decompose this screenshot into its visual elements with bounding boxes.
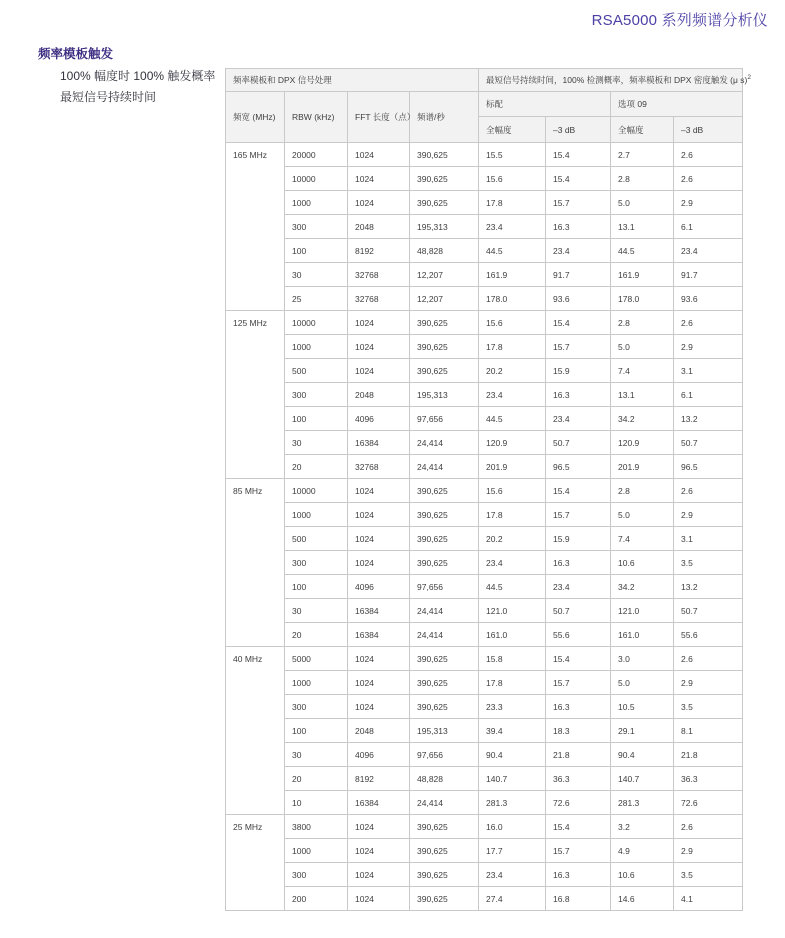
table-cell: 30 (285, 599, 348, 623)
table-cell: 201.9 (611, 455, 674, 479)
table-cell: 32768 (348, 263, 410, 287)
table-cell: 17.8 (479, 671, 546, 695)
table-cell: 1024 (348, 695, 410, 719)
table-cell: 2048 (348, 719, 410, 743)
table-row (226, 263, 743, 287)
table-row (226, 743, 743, 767)
table-cell: 16.3 (546, 695, 611, 719)
table-cell: 12,207 (410, 263, 479, 287)
table-cell: 3.0 (611, 647, 674, 671)
table-cell: 10 (285, 791, 348, 815)
table-cell: 20 (285, 767, 348, 791)
bandwidth-group-cell: 25 MHz (226, 815, 285, 911)
table-row (226, 503, 743, 527)
table-cell: 15.7 (546, 335, 611, 359)
table-cell: 15.4 (546, 479, 611, 503)
table-cell: 97,656 (410, 407, 479, 431)
table-cell: 1024 (348, 479, 410, 503)
table-cell: 16384 (348, 791, 410, 815)
table-cell: 2.8 (611, 479, 674, 503)
table-cell: 24,414 (410, 431, 479, 455)
table-cell: 2.6 (674, 479, 743, 503)
table-cell: 5.0 (611, 191, 674, 215)
table-cell: 8192 (348, 239, 410, 263)
table-cell: 97,656 (410, 743, 479, 767)
table-cell: 24,414 (410, 623, 479, 647)
table-cell: 97,656 (410, 575, 479, 599)
table-cell: 21.8 (546, 743, 611, 767)
table-row (226, 647, 743, 671)
table-cell: 23.4 (479, 215, 546, 239)
table-cell: 16384 (348, 599, 410, 623)
table-cell: 4.9 (611, 839, 674, 863)
header-col-fft-length: FFT 长度（点） (348, 92, 410, 143)
table-cell: 1000 (285, 191, 348, 215)
table-cell: 1000 (285, 335, 348, 359)
table-cell: 32768 (348, 455, 410, 479)
table-cell: 3.2 (611, 815, 674, 839)
table-cell: 2048 (348, 383, 410, 407)
header-row-groups (226, 69, 743, 92)
table-cell: 10.6 (611, 551, 674, 575)
table-cell: 390,625 (410, 647, 479, 671)
table-cell: 5.0 (611, 503, 674, 527)
table-cell: 91.7 (546, 263, 611, 287)
table-cell: 10.5 (611, 695, 674, 719)
table-row (226, 143, 743, 167)
table-cell: 23.4 (479, 383, 546, 407)
table-cell: 44.5 (479, 575, 546, 599)
table-cell: 5.0 (611, 671, 674, 695)
table-cell: 390,625 (410, 839, 479, 863)
table-cell: 2.9 (674, 671, 743, 695)
table-cell: 50.7 (546, 599, 611, 623)
table-row (226, 839, 743, 863)
table-cell: 55.6 (674, 623, 743, 647)
table-cell: 390,625 (410, 863, 479, 887)
table-cell: 161.0 (479, 623, 546, 647)
section-heading: 频率模板触发 (38, 47, 114, 61)
table-cell: 1000 (285, 839, 348, 863)
table-cell: 15.9 (546, 527, 611, 551)
table-row (226, 215, 743, 239)
table-cell: 100 (285, 407, 348, 431)
table-cell: 16.3 (546, 383, 611, 407)
table-cell: 39.4 (479, 719, 546, 743)
table-cell: 3.1 (674, 359, 743, 383)
table-cell: 390,625 (410, 887, 479, 911)
table-cell: 44.5 (611, 239, 674, 263)
table-cell: 16384 (348, 623, 410, 647)
table-cell: 15.6 (479, 167, 546, 191)
table-row (226, 719, 743, 743)
header-row-columns (226, 92, 743, 117)
header-col-opt-full-amplitude: 全幅度 (611, 117, 674, 143)
table-cell: 17.8 (479, 191, 546, 215)
table-cell: 390,625 (410, 527, 479, 551)
table-cell: 90.4 (479, 743, 546, 767)
table-cell: 72.6 (674, 791, 743, 815)
table-cell: 500 (285, 359, 348, 383)
table-row (226, 527, 743, 551)
table-cell: 161.0 (611, 623, 674, 647)
table-cell: 6.1 (674, 383, 743, 407)
table-cell: 16384 (348, 431, 410, 455)
table-cell: 34.2 (611, 575, 674, 599)
table-cell: 2.6 (674, 647, 743, 671)
table-cell: 4096 (348, 743, 410, 767)
header-col-spectra-per-sec: 频谱/秒 (410, 92, 479, 143)
table-cell: 300 (285, 551, 348, 575)
table-cell: 15.6 (479, 479, 546, 503)
table-row (226, 383, 743, 407)
table-cell: 25 (285, 287, 348, 311)
table-cell: 7.4 (611, 359, 674, 383)
table-cell: 16.3 (546, 551, 611, 575)
table-cell: 23.4 (546, 239, 611, 263)
header-col-rbw: RBW (kHz) (285, 92, 348, 143)
table-cell: 23.4 (546, 575, 611, 599)
table-row (226, 815, 743, 839)
table-cell: 20.2 (479, 527, 546, 551)
table-cell: 1024 (348, 551, 410, 575)
table-cell: 200 (285, 887, 348, 911)
table-cell: 3.1 (674, 527, 743, 551)
table-cell: 30 (285, 743, 348, 767)
table-cell: 281.3 (479, 791, 546, 815)
table-cell: 390,625 (410, 815, 479, 839)
table-cell: 390,625 (410, 479, 479, 503)
table-row (226, 623, 743, 647)
table-cell: 30 (285, 431, 348, 455)
table-cell: 10000 (285, 311, 348, 335)
table-cell: 17.8 (479, 335, 546, 359)
table-cell: 161.9 (479, 263, 546, 287)
table-cell: 23.4 (674, 239, 743, 263)
table-cell: 72.6 (546, 791, 611, 815)
table-cell: 2.9 (674, 191, 743, 215)
header-col-standard: 标配 (479, 92, 611, 117)
table-cell: 13.1 (611, 215, 674, 239)
table-cell: 2.8 (611, 167, 674, 191)
table-cell: 100 (285, 239, 348, 263)
table-cell: 4096 (348, 407, 410, 431)
table-cell: 91.7 (674, 263, 743, 287)
table-cell: 3.5 (674, 551, 743, 575)
table-row (226, 335, 743, 359)
table-cell: 15.8 (479, 647, 546, 671)
table-cell: 300 (285, 695, 348, 719)
table-cell: 300 (285, 863, 348, 887)
table-cell: 15.4 (546, 143, 611, 167)
table-cell: 10.6 (611, 863, 674, 887)
table-cell: 44.5 (479, 407, 546, 431)
table-cell: 1024 (348, 167, 410, 191)
table-cell: 48,828 (410, 239, 479, 263)
table-cell: 2.9 (674, 335, 743, 359)
table-row (226, 767, 743, 791)
header-col-bandwidth: 频宽 (MHz) (226, 92, 285, 143)
table-cell: 1024 (348, 671, 410, 695)
table-row (226, 791, 743, 815)
spec-label-line1: 100% 幅度时 100% 触发概率 (60, 69, 216, 83)
table-cell: 93.6 (674, 287, 743, 311)
table-row (226, 311, 743, 335)
table-cell: 90.4 (611, 743, 674, 767)
table-cell: 390,625 (410, 503, 479, 527)
table-cell: 100 (285, 575, 348, 599)
table-cell: 34.2 (611, 407, 674, 431)
table-cell: 23.3 (479, 695, 546, 719)
spec-label (60, 66, 215, 108)
table-cell: 140.7 (479, 767, 546, 791)
table-cell: 3800 (285, 815, 348, 839)
table-cell: 15.4 (546, 815, 611, 839)
table-cell: 15.7 (546, 191, 611, 215)
table-cell: 20 (285, 455, 348, 479)
table-cell: 13.2 (674, 575, 743, 599)
table-cell: 121.0 (479, 599, 546, 623)
table-cell: 390,625 (410, 695, 479, 719)
header-col-std-full-amplitude: 全幅度 (479, 117, 546, 143)
table-row (226, 887, 743, 911)
table-cell: 3.5 (674, 863, 743, 887)
table-cell: 15.4 (546, 647, 611, 671)
table-cell: 201.9 (479, 455, 546, 479)
table-row (226, 551, 743, 575)
table-cell: 13.2 (674, 407, 743, 431)
header-group-left: 频率模板和 DPX 信号处理 (226, 69, 479, 92)
table-cell: 1024 (348, 863, 410, 887)
table-cell: 16.8 (546, 887, 611, 911)
table-row (226, 575, 743, 599)
table-cell: 23.4 (479, 551, 546, 575)
table-cell: 20 (285, 623, 348, 647)
table-cell: 2.7 (611, 143, 674, 167)
header-col-std-minus3db: –3 dB (546, 117, 611, 143)
table-cell: 2.6 (674, 167, 743, 191)
table-cell: 2.9 (674, 839, 743, 863)
table-cell: 3.5 (674, 695, 743, 719)
table-cell: 48,828 (410, 767, 479, 791)
table-cell: 300 (285, 215, 348, 239)
table-cell: 15.7 (546, 839, 611, 863)
table-cell: 100 (285, 719, 348, 743)
table-cell: 161.9 (611, 263, 674, 287)
table-row (226, 167, 743, 191)
bandwidth-group-cell: 165 MHz (226, 143, 285, 311)
fmt-spec-table (225, 68, 751, 911)
spec-label-line2: 最短信号持续时间 (60, 90, 157, 104)
table-cell: 281.3 (611, 791, 674, 815)
table-cell: 10000 (285, 479, 348, 503)
table-cell: 1024 (348, 527, 410, 551)
table-cell: 30 (285, 263, 348, 287)
table-cell: 1000 (285, 503, 348, 527)
table-cell: 24,414 (410, 455, 479, 479)
table-row (226, 455, 743, 479)
table-cell: 15.7 (546, 671, 611, 695)
header-col-option09: 选项 09 (611, 92, 743, 117)
table-cell: 12,207 (410, 287, 479, 311)
table-cell: 23.4 (479, 863, 546, 887)
document-title: RSA5000 系列频谱分析仪 (591, 12, 768, 29)
table-cell: 2.8 (611, 311, 674, 335)
table-row (226, 287, 743, 311)
bandwidth-group-cell: 40 MHz (226, 647, 285, 815)
table-cell: 1024 (348, 815, 410, 839)
table-cell: 96.5 (674, 455, 743, 479)
table-cell: 15.4 (546, 311, 611, 335)
table-cell: 390,625 (410, 359, 479, 383)
table-cell: 140.7 (611, 767, 674, 791)
table-cell: 4096 (348, 575, 410, 599)
table-cell: 27.4 (479, 887, 546, 911)
table-cell: 32768 (348, 287, 410, 311)
table-cell: 16.3 (546, 863, 611, 887)
table-row (226, 191, 743, 215)
table-cell: 500 (285, 527, 348, 551)
table-cell: 1024 (348, 335, 410, 359)
table-row (226, 407, 743, 431)
table-cell: 55.6 (546, 623, 611, 647)
table-cell: 1024 (348, 839, 410, 863)
table-cell: 17.8 (479, 503, 546, 527)
table-cell: 36.3 (674, 767, 743, 791)
footnote-superscript: 2 (747, 74, 751, 82)
table-cell: 13.1 (611, 383, 674, 407)
table-cell: 20.2 (479, 359, 546, 383)
table-cell: 1024 (348, 311, 410, 335)
table-cell: 1024 (348, 887, 410, 911)
table-cell: 14.6 (611, 887, 674, 911)
table-cell: 7.4 (611, 527, 674, 551)
table-cell: 15.4 (546, 167, 611, 191)
table-cell: 10000 (285, 167, 348, 191)
table-cell: 390,625 (410, 671, 479, 695)
table-cell: 29.1 (611, 719, 674, 743)
table-cell: 1024 (348, 359, 410, 383)
table-cell: 24,414 (410, 791, 479, 815)
bandwidth-group-cell: 125 MHz (226, 311, 285, 479)
table-cell: 50.7 (674, 599, 743, 623)
table-row (226, 863, 743, 887)
table-cell: 5.0 (611, 335, 674, 359)
table-cell: 390,625 (410, 191, 479, 215)
table-row (226, 359, 743, 383)
table-cell: 96.5 (546, 455, 611, 479)
table-cell: 4.1 (674, 887, 743, 911)
table-cell: 2.6 (674, 143, 743, 167)
table-cell: 1024 (348, 503, 410, 527)
table-row (226, 671, 743, 695)
table-row (226, 599, 743, 623)
table-cell: 50.7 (546, 431, 611, 455)
table-cell: 195,313 (410, 719, 479, 743)
table-cell: 15.9 (546, 359, 611, 383)
table-cell: 390,625 (410, 335, 479, 359)
header-group-right (479, 69, 751, 92)
table-cell: 17.7 (479, 839, 546, 863)
table-cell: 2.6 (674, 311, 743, 335)
table-cell: 50.7 (674, 431, 743, 455)
table-row (226, 479, 743, 503)
table-cell: 120.9 (479, 431, 546, 455)
table-cell: 121.0 (611, 599, 674, 623)
table-cell: 6.1 (674, 215, 743, 239)
table-cell: 93.6 (546, 287, 611, 311)
table-cell: 1024 (348, 143, 410, 167)
table-cell: 36.3 (546, 767, 611, 791)
bandwidth-group-cell: 85 MHz (226, 479, 285, 647)
table-cell: 195,313 (410, 215, 479, 239)
table-cell: 178.0 (479, 287, 546, 311)
table-cell: 390,625 (410, 311, 479, 335)
table-cell: 44.5 (479, 239, 546, 263)
table-row (226, 239, 743, 263)
table-cell: 390,625 (410, 167, 479, 191)
header-group-right-text: 最短信号持续时间，100% 检测概率，频率模板和 DPX 密度触发 (μ s) (486, 75, 748, 85)
table-cell: 1024 (348, 191, 410, 215)
table-cell: 8.1 (674, 719, 743, 743)
table-cell: 2.9 (674, 503, 743, 527)
table-cell: 15.5 (479, 143, 546, 167)
table-cell: 390,625 (410, 143, 479, 167)
table-cell: 15.7 (546, 503, 611, 527)
table-cell: 5000 (285, 647, 348, 671)
table-cell: 1024 (348, 647, 410, 671)
header-col-opt-minus3db: –3 dB (674, 117, 743, 143)
table-cell: 23.4 (546, 407, 611, 431)
table-cell: 178.0 (611, 287, 674, 311)
table-cell: 1000 (285, 671, 348, 695)
table-cell: 24,414 (410, 599, 479, 623)
table-cell: 15.6 (479, 311, 546, 335)
table-cell: 195,313 (410, 383, 479, 407)
table-cell: 8192 (348, 767, 410, 791)
table-cell: 2048 (348, 215, 410, 239)
table-cell: 2.6 (674, 815, 743, 839)
table-cell: 18.3 (546, 719, 611, 743)
table-row (226, 695, 743, 719)
table-cell: 300 (285, 383, 348, 407)
table-cell: 16.3 (546, 215, 611, 239)
table-cell: 20000 (285, 143, 348, 167)
table-row (226, 431, 743, 455)
table-cell: 21.8 (674, 743, 743, 767)
table-cell: 16.0 (479, 815, 546, 839)
table-cell: 390,625 (410, 551, 479, 575)
table-cell: 120.9 (611, 431, 674, 455)
